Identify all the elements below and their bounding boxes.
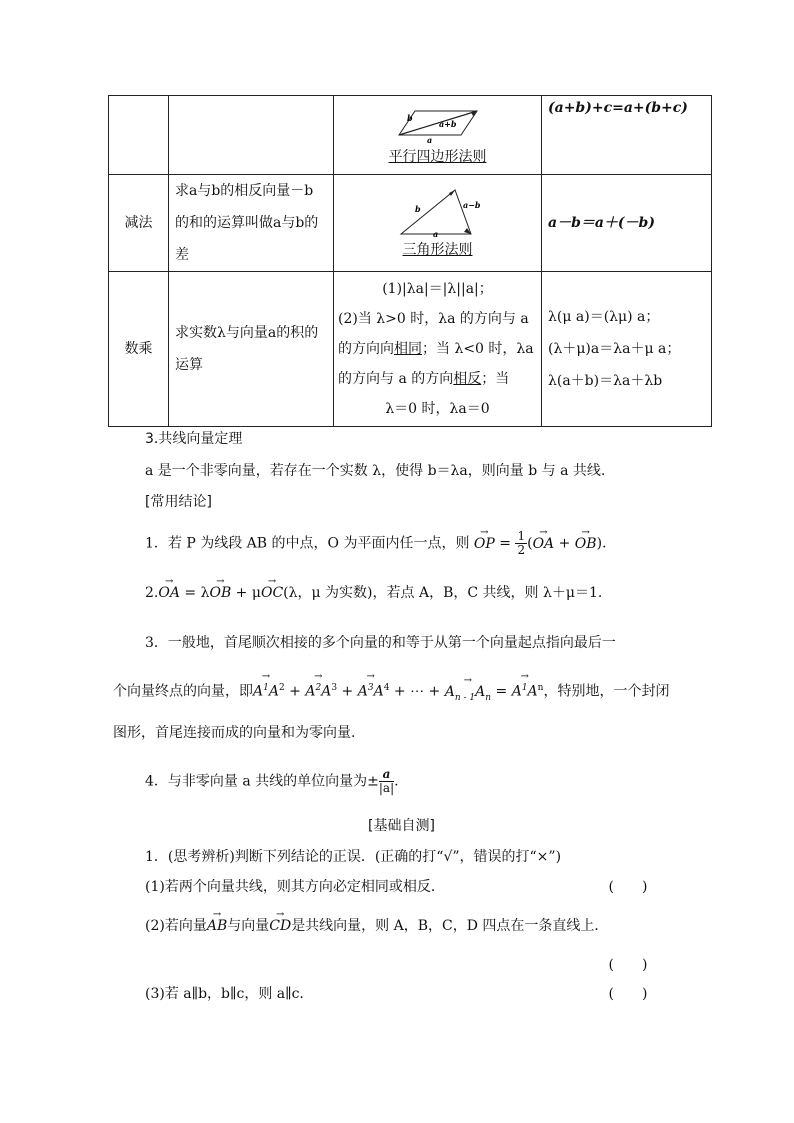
- conclusion-1-text: 1．若 P 为线段 AB 的中点，O 为平面内任一点，则: [145, 535, 470, 552]
- item-1: (1)若两个向量共线，则其方向必定相同或相反．: [145, 879, 445, 895]
- frac-num: 1: [517, 529, 526, 543]
- property-2c-opposite: 相反: [453, 371, 482, 387]
- table-row-scalar: [109, 272, 712, 427]
- vec-OA: → OA: [533, 534, 555, 554]
- section-3-title: 3.共线向量定理: [145, 431, 243, 447]
- conclusion-3-line2: 个向量终点的向量，即→ $A^1A^2$ + → $A^2A^3$ + → $A^3A^4$ + ⋯ + → $A_{n - 1}A_n$ = → $A^1A^n$，特别地，一个封闭: [113, 678, 669, 707]
- property-1: (1)|λa|＝|λ||a|；: [382, 281, 493, 297]
- conclusion-4-text: 4．与非零向量 a 共线的单位向量为±: [145, 773, 379, 790]
- op-cell-empty: [109, 96, 169, 175]
- fig-label-amb: a−b: [462, 200, 480, 210]
- property-2c-post: ；当: [481, 371, 510, 387]
- item-3: (3)若 a∥b，b∥c，则 a∥c.: [145, 986, 304, 1002]
- scalar-law-3: λ(a＋b)＝λa＋λb: [548, 373, 663, 389]
- parallelogram-diagram: [393, 103, 483, 145]
- scalar-law-2: (λ＋μ)a＝λa＋μ a；: [548, 341, 681, 357]
- fig-label-b: b: [406, 113, 413, 123]
- fig-label-a: a: [432, 229, 438, 238]
- subtraction-definition: 求a与b的相反向量－b的和的运算叫做a与b的差: [169, 175, 334, 272]
- item-2-mid: 与向量: [227, 918, 270, 934]
- conclusion-4: 4．与非零向量 a 共线的单位向量为± $\frac{a}{|a|}$ .: [145, 767, 399, 795]
- fig-label-apb: a+b: [438, 119, 456, 129]
- scalar-definition: 求实数λ与向量a的积的运算: [169, 272, 334, 427]
- op-name: 减法: [109, 175, 169, 272]
- conclusion-3-line3: 图形，首尾连接而成的向量和为零向量.: [113, 725, 356, 741]
- vec-A1A2: → $A^1A$: [253, 678, 279, 702]
- scalar-law-1: λ(μ a)＝(λμ) a；: [548, 309, 660, 325]
- subtraction-law: a－b＝a＋(－b): [548, 215, 655, 231]
- item-2: [145, 916, 608, 936]
- vector-operations-table: [108, 95, 712, 427]
- vec-OP: → OP: [474, 534, 495, 554]
- rule-cell-triangle: [334, 175, 542, 272]
- conclusion-2: 2.→ OA = λ→ OB + μ→ OC(λ，μ 为实数)，若点 A，B，C 共线，则 λ＋μ＝1.: [145, 583, 602, 603]
- conclusion-3-pre: 个向量终点的向量，即: [113, 683, 253, 700]
- selftest-title: [基础自测]: [368, 818, 435, 834]
- unit-vector-fraction: [379, 768, 394, 795]
- property-2b-same: 相同: [394, 341, 422, 357]
- vec-A1An: → $A^1A$: [512, 678, 538, 702]
- property-2b-post: ；当 λ<0 时，λa: [422, 341, 534, 357]
- conclusions-title: [常用结论]: [145, 494, 212, 510]
- item-2-pre: (2)若向量: [145, 918, 207, 934]
- question-1: 1．(思考辨析)判断下列结论的正误．(正确的打“√”，错误的打“×”): [145, 849, 562, 865]
- frac-den: 2: [517, 543, 526, 557]
- collinear-theorem: a 是一个非零向量，若存在一个实数 λ，使得 b＝λa，则向量 b 与 a 共线.: [145, 463, 606, 479]
- rule-cell-parallelogram: [334, 96, 542, 175]
- conclusion-1: 1．若 P 为线段 AB 的中点，O 为平面内任一点，则 → OP = $\frac{1}{2}$ (→ OA + → OB).: [145, 530, 606, 557]
- definition-cell-empty: [169, 96, 334, 175]
- conclusion-2-text: (λ，μ 为实数)，若点 A，B，C 共线，则 λ＋μ＝1.: [283, 585, 603, 601]
- fig-label-a: a: [426, 135, 432, 145]
- parallelogram-rule-label: 平行四边形法则: [388, 149, 487, 165]
- vec-AB: → AB: [207, 916, 227, 936]
- vec-An1An: → $A_{n - 1}A_n$: [445, 682, 491, 708]
- triangle-rule-label: 三角形法则: [402, 242, 473, 258]
- vec-A2A3: → $A^2A$: [305, 678, 331, 702]
- property-2b-pre: 的方向向: [338, 341, 394, 357]
- vec-OA: → OA: [158, 583, 180, 603]
- vec-A3A4: → $A^3A$: [358, 678, 384, 702]
- vec-OB: → OB: [209, 583, 231, 603]
- associative-law: (a+b)+c=a+(b+c): [548, 100, 688, 116]
- property-2c-pre: 的方向与 a 的方向: [338, 371, 454, 387]
- answer-paren-3[interactable]: ( ): [608, 986, 648, 1002]
- vec-OB: → OB: [575, 534, 597, 554]
- frac-num: a: [379, 768, 394, 782]
- vec-OC: → OC: [261, 583, 283, 603]
- table-row-subtraction: [109, 175, 712, 272]
- answer-paren-2[interactable]: ( ): [608, 957, 648, 973]
- conclusion-3-post: ，特别地，一个封闭: [543, 683, 670, 700]
- scalar-properties: [334, 272, 542, 427]
- item-2-post: 是共线向量，则 A，B，C，D 四点在一条直线上．: [291, 918, 609, 934]
- law-cell-associative: [542, 96, 712, 175]
- fraction-half: [515, 530, 527, 557]
- vec-CD: → CD: [269, 916, 291, 936]
- answer-paren-1[interactable]: ( ): [608, 879, 648, 895]
- property-2b: [338, 334, 537, 364]
- property-2c: [338, 364, 537, 394]
- op-name: 数乘: [109, 272, 169, 427]
- fig-label-b: b: [414, 204, 421, 214]
- property-2d: λ＝0 时，λa＝0: [385, 401, 490, 417]
- property-2a: (2)当 λ>0 时，λa 的方向与 a: [338, 311, 529, 327]
- frac-den: |a|: [378, 781, 395, 795]
- subtraction-formula: [542, 175, 712, 272]
- triangle-diagram: [393, 186, 483, 238]
- conclusion-3-line1: 3．一般地，首尾顺次相接的多个向量的和等于从第一个向量起点指向最后一: [145, 635, 616, 651]
- table-row-addition: [109, 96, 712, 175]
- scalar-laws: [542, 272, 712, 427]
